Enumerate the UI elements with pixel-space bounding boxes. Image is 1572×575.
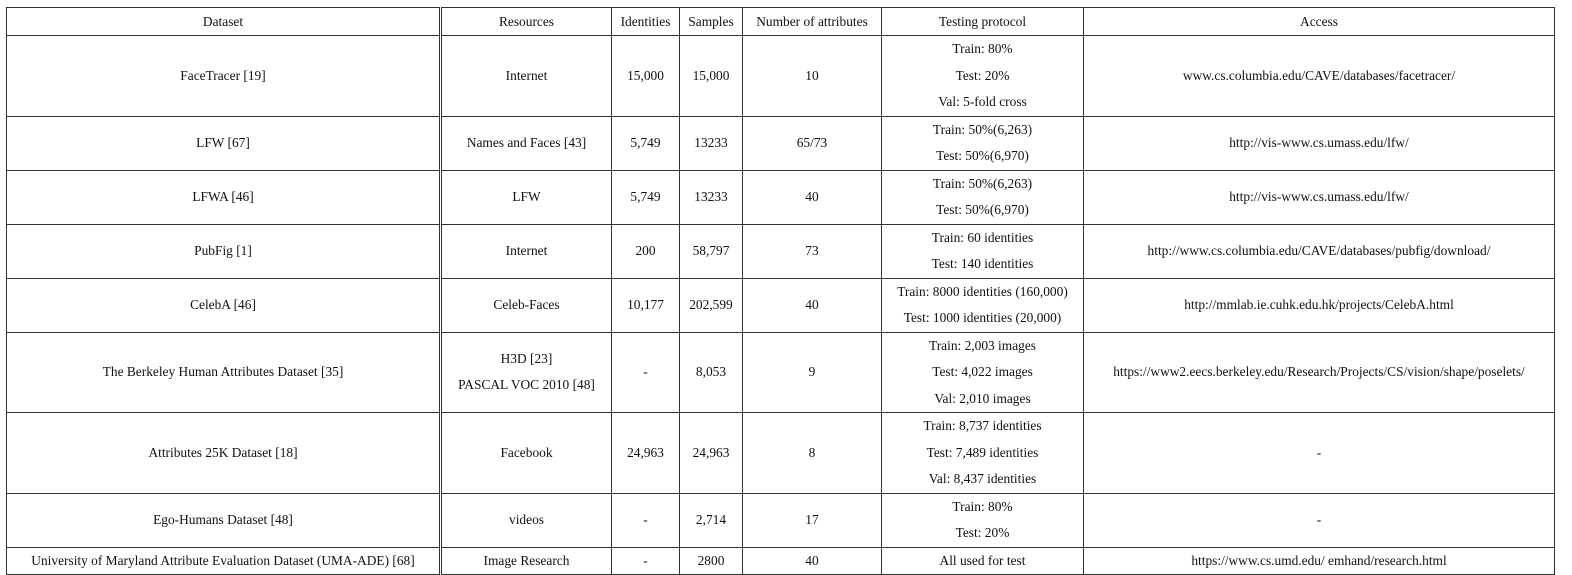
resource-line: Celeb-Faces bbox=[493, 296, 560, 312]
samples-cell: 15,000 bbox=[680, 36, 743, 117]
resource-line: Internet bbox=[505, 242, 548, 258]
attributes-cell: 73 bbox=[743, 224, 882, 278]
dataset-cell: University of Maryland Attribute Evaluation Dataset (UMA-ADE) [68] bbox=[7, 547, 441, 575]
samples-cell: 202,599 bbox=[680, 278, 743, 332]
protocol-line: Test: 7,489 identities bbox=[926, 444, 1039, 460]
protocol-line: Train: 80% bbox=[952, 41, 1013, 56]
resource-line: Internet bbox=[505, 67, 548, 83]
header-resources: Resources bbox=[441, 8, 612, 36]
protocol-line: Test: 50%(6,970) bbox=[936, 148, 1029, 163]
protocol-line: Train: 60 identities bbox=[931, 229, 1034, 245]
header-row bbox=[7, 8, 1555, 36]
attributes-cell: 10 bbox=[743, 36, 882, 117]
protocol-line: Val: 5-fold cross bbox=[938, 94, 1027, 109]
header-samples: Samples bbox=[680, 8, 743, 36]
identities-cell: 200 bbox=[612, 224, 680, 278]
protocol-line: Val: 2,010 images bbox=[934, 390, 1031, 406]
dataset-cell: LFWA [46] bbox=[7, 170, 441, 224]
header-access: Access bbox=[1084, 8, 1555, 36]
protocol-cell bbox=[882, 278, 1084, 332]
samples-cell: 58,797 bbox=[680, 224, 743, 278]
identities-cell: 24,963 bbox=[612, 413, 680, 494]
identities-cell: 5,749 bbox=[612, 116, 680, 170]
dataset-cell: The Berkeley Human Attributes Dataset [35] bbox=[7, 332, 441, 413]
attributes-cell: 8 bbox=[743, 413, 882, 494]
resource-line: LFW bbox=[512, 188, 541, 204]
access-cell: www.cs.columbia.edu/CAVE/databases/facetracer/ bbox=[1084, 36, 1555, 117]
dataset-cell: Attributes 25K Dataset [18] bbox=[7, 413, 441, 494]
protocol-cell bbox=[882, 332, 1084, 413]
table-row bbox=[7, 36, 1555, 117]
access-cell: https://www2.eecs.berkeley.edu/Research/Projects/CS/vision/shape/poselets/ bbox=[1084, 332, 1555, 413]
protocol-cell bbox=[882, 493, 1084, 547]
protocol-line: All used for test bbox=[939, 552, 1026, 568]
resources-cell bbox=[441, 116, 612, 170]
protocol-line: Test: 4,022 images bbox=[932, 364, 1033, 379]
table-row bbox=[7, 116, 1555, 170]
protocol-line: Train: 2,003 images bbox=[928, 337, 1036, 353]
datasets-table bbox=[6, 7, 1555, 575]
attributes-cell: 9 bbox=[743, 332, 882, 413]
attributes-cell: 65/73 bbox=[743, 116, 882, 170]
attributes-cell: 40 bbox=[743, 547, 882, 575]
protocol-line: Train: 80% bbox=[952, 498, 1013, 514]
protocol-cell bbox=[882, 36, 1084, 117]
resources-cell bbox=[441, 493, 612, 547]
resources-cell bbox=[441, 278, 612, 332]
protocol-cell bbox=[882, 547, 1084, 575]
attributes-cell: 40 bbox=[743, 278, 882, 332]
protocol-line: Test: 20% bbox=[955, 67, 1010, 83]
identities-cell: - bbox=[612, 332, 680, 413]
table-row bbox=[7, 493, 1555, 547]
protocol-cell bbox=[882, 170, 1084, 224]
resources-cell bbox=[441, 547, 612, 575]
protocol-cell bbox=[882, 413, 1084, 494]
dataset-cell: PubFig [1] bbox=[7, 224, 441, 278]
protocol-line: Test: 20% bbox=[955, 525, 1010, 540]
dataset-cell: LFW [67] bbox=[7, 116, 441, 170]
table-row bbox=[7, 170, 1555, 224]
resource-line: videos bbox=[509, 511, 544, 527]
header-dataset: Dataset bbox=[7, 8, 441, 36]
protocol-line: Val: 8,437 identities bbox=[928, 471, 1037, 486]
attributes-cell: 40 bbox=[743, 170, 882, 224]
access-cell: http://vis-www.cs.umass.edu/lfw/ bbox=[1084, 170, 1555, 224]
samples-cell: 13233 bbox=[680, 116, 743, 170]
identities-cell: 15,000 bbox=[612, 36, 680, 117]
access-cell: http://vis-www.cs.umass.edu/lfw/ bbox=[1084, 116, 1555, 170]
resource-line: H3D [23] bbox=[500, 350, 553, 366]
protocol-line: Train: 8,737 identities bbox=[923, 418, 1042, 433]
table-row bbox=[7, 278, 1555, 332]
resource-line: Facebook bbox=[500, 444, 553, 460]
samples-cell: 2800 bbox=[680, 547, 743, 575]
access-cell: http://www.cs.columbia.edu/CAVE/databases/pubfig/download/ bbox=[1084, 224, 1555, 278]
samples-cell: 24,963 bbox=[680, 413, 743, 494]
protocol-line: Test: 1000 identities (20,000) bbox=[903, 310, 1062, 325]
table-row bbox=[7, 413, 1555, 494]
samples-cell: 8,053 bbox=[680, 332, 743, 413]
identities-cell: - bbox=[612, 493, 680, 547]
access-cell: http://mmlab.ie.cuhk.edu.hk/projects/CelebA.html bbox=[1084, 278, 1555, 332]
dataset-cell: CelebA [46] bbox=[7, 278, 441, 332]
protocol-cell bbox=[882, 116, 1084, 170]
identities-cell: 10,177 bbox=[612, 278, 680, 332]
access-cell: https://www.cs.umd.edu/ emhand/research.html bbox=[1084, 547, 1555, 575]
access-cell: - bbox=[1084, 493, 1555, 547]
dataset-cell: FaceTracer [19] bbox=[7, 36, 441, 117]
protocol-line: Train: 50%(6,263) bbox=[932, 121, 1033, 137]
resource-line: Names and Faces [43] bbox=[466, 134, 587, 150]
resources-cell bbox=[441, 224, 612, 278]
table-row bbox=[7, 332, 1555, 413]
resources-cell bbox=[441, 36, 612, 117]
header-identities: Identities bbox=[612, 8, 680, 36]
protocol-line: Train: 50%(6,263) bbox=[932, 175, 1033, 191]
dataset-cell: Ego-Humans Dataset [48] bbox=[7, 493, 441, 547]
resource-line: Image Research bbox=[483, 552, 570, 568]
identities-cell: 5,749 bbox=[612, 170, 680, 224]
resource-line: PASCAL VOC 2010 [48] bbox=[458, 377, 595, 393]
header-protocol: Testing protocol bbox=[882, 8, 1084, 36]
samples-cell: 13233 bbox=[680, 170, 743, 224]
protocol-line: Test: 50%(6,970) bbox=[936, 202, 1029, 217]
header-attributes: Number of attributes bbox=[743, 8, 882, 36]
resources-cell bbox=[441, 332, 612, 413]
access-cell: - bbox=[1084, 413, 1555, 494]
table-row bbox=[7, 547, 1555, 575]
protocol-line: Train: 8000 identities (160,000) bbox=[897, 283, 1068, 299]
protocol-cell bbox=[882, 224, 1084, 278]
resources-cell bbox=[441, 170, 612, 224]
identities-cell: - bbox=[612, 547, 680, 575]
resources-cell bbox=[441, 413, 612, 494]
table-row bbox=[7, 224, 1555, 278]
attributes-cell: 17 bbox=[743, 493, 882, 547]
protocol-line: Test: 140 identities bbox=[931, 256, 1034, 271]
samples-cell: 2,714 bbox=[680, 493, 743, 547]
